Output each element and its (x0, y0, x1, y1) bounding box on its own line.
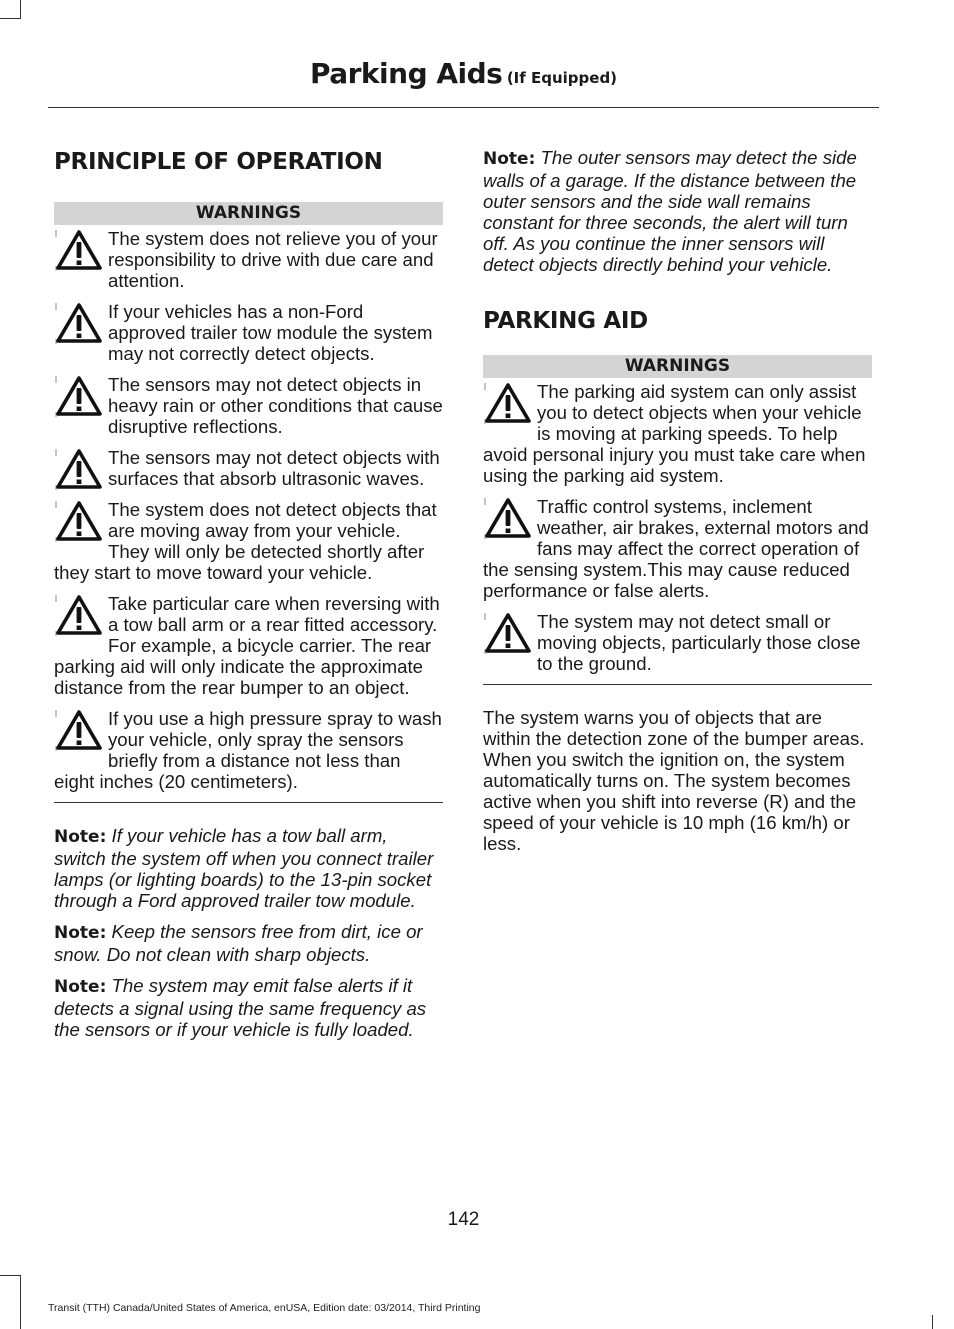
warning-item (54, 708, 443, 792)
note-label: Note: (54, 977, 107, 997)
note (54, 975, 443, 1040)
crop-mark (20, 1275, 21, 1329)
warning-item (54, 228, 443, 291)
note-text: The outer sensors may detect the side walls of a garage. If the distance between the outer sensors and the side wall remains constant for three seconds, the alert will turn off. As you continue the inner sensors will detect objects directly behind your vehicle. (483, 147, 857, 275)
warning-item (483, 496, 872, 601)
section-heading-parking-aid: PARKING AID (483, 308, 648, 334)
note (483, 147, 872, 275)
note (54, 921, 443, 965)
section-heading-principle: PRINCIPLE OF OPERATION (54, 149, 383, 175)
warning-item (54, 374, 443, 437)
divider (483, 684, 872, 685)
crop-mark (932, 1315, 933, 1329)
warning-text: The parking aid system can only assist you to detect objects when your vehicle is moving at parking speeds. To help avoid personal injury you must take care when using the parking aid system. (483, 381, 866, 486)
warnings-bar: WARNINGS (483, 355, 872, 378)
crop-mark (0, 1275, 20, 1276)
warning-triangle-icon (54, 447, 104, 493)
warning-triangle-icon (54, 593, 104, 639)
warning-text: Traffic control systems, inclement weather, air brakes, external motors and fans may affect the correct operation of the sensing system.This may cause reduced performance or false alerts. (483, 496, 869, 601)
warning-text: The system does not detect objects that are moving away from your vehicle. They will only be detected shortly after they start to move toward your vehicle. (54, 499, 437, 583)
warning-triangle-icon (54, 499, 104, 545)
warning-triangle-icon (483, 496, 533, 542)
warning-item (483, 611, 872, 674)
page-number: 142 (447, 1209, 480, 1230)
warning-triangle-icon (54, 374, 104, 420)
warning-triangle-icon (54, 708, 104, 754)
note (54, 825, 443, 911)
warning-item (483, 381, 872, 486)
note-text: Keep the sensors free from dirt, ice or snow. Do not clean with sharp objects. (54, 921, 423, 965)
warning-triangle-icon (54, 301, 104, 347)
page-title: Parking Aids (309, 57, 503, 90)
warning-item (54, 499, 443, 583)
warning-item (54, 593, 443, 698)
note-text: If your vehicle has a tow ball arm, switch the system off when you connect trailer lamps (or lighting boards) to the 13-pin socket through a Ford approved trailer tow module. (54, 825, 434, 911)
note-label: Note: (483, 149, 536, 169)
note-text: The system may emit false alerts if it detects a signal using the same frequency as the sensors or if your vehicle is fully loaded. (54, 975, 427, 1040)
crop-mark (20, 0, 21, 19)
note-label: Note: (54, 827, 107, 847)
warning-triangle-icon (54, 228, 104, 274)
warning-text: The system does not relieve you of your responsibility to drive with due care and attention. (108, 228, 438, 291)
right-column (483, 147, 872, 854)
warning-text: The sensors may not detect objects in heavy rain or other conditions that cause disruptive reflections. (108, 374, 443, 437)
page-subtitle: (If Equipped) (506, 69, 618, 87)
warning-text: If you use a high pressure spray to wash your vehicle, only spray the sensors briefly from a distance not less than eight inches (20 centimeters). (54, 708, 442, 792)
warning-triangle-icon (483, 381, 533, 427)
warnings-bar: WARNINGS (54, 202, 443, 225)
warning-triangle-icon (483, 611, 533, 657)
warning-item (54, 301, 443, 364)
divider (54, 802, 443, 803)
body-paragraph: The system warns you of objects that are within the detection zone of the bumper areas. When you switch the ignition on, the system automatically turns on. The system becomes active when you shift into reverse (R) and the speed of your vehicle is 10 mph (16 km/h) or less. (483, 707, 865, 854)
crop-mark (0, 18, 20, 19)
warning-item (54, 447, 443, 489)
footer-edition: Transit (TTH) Canada/United States of America, enUSA, Edition date: 03/2014, Third Printing (48, 1302, 481, 1314)
warning-text: If your vehicles has a non-Ford approved trailer tow module the system may not correctly detect objects. (108, 301, 433, 364)
note-label: Note: (54, 923, 107, 943)
warning-text: The sensors may not detect objects with surfaces that absorb ultrasonic waves. (108, 447, 440, 489)
left-column (54, 140, 443, 1050)
warning-text: The system may not detect small or moving objects, particularly those close to the ground. (537, 611, 861, 674)
warning-text: Take particular care when reversing with a tow ball arm or a rear fitted accessory. For example, a bicycle carrier. The rear parking aid will only indicate the approximate distance from the rear bumper to an object. (54, 593, 440, 698)
page-header (48, 52, 879, 108)
